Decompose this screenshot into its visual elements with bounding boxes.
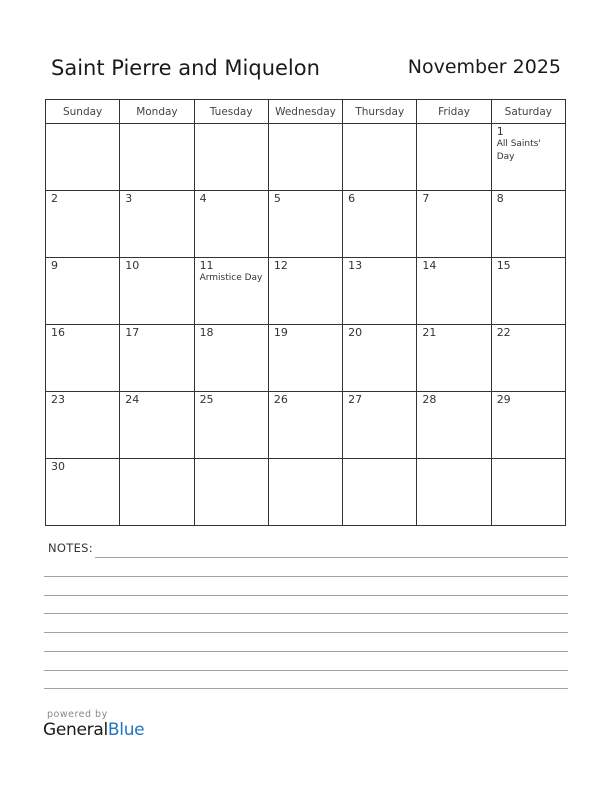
calendar-day-cell [268,325,342,392]
calendar-week-row [46,392,566,459]
calendar-day-cell [46,191,120,258]
calendar-day-cell [120,258,194,325]
day-number: 2 [51,192,58,205]
holiday-label: Armistice Day [199,273,263,283]
day-number: 20 [348,326,363,339]
generalblue-logo [43,720,144,740]
calendar-day-cell [268,258,342,325]
calendar-day-cell [491,325,565,392]
calendar-day-cell [417,124,491,191]
calendar-day-cell [120,392,194,459]
weekday-header: Wednesday [268,100,342,124]
calendar-day-cell [268,459,342,526]
day-number: 6 [348,192,356,205]
calendar-week-row [46,124,566,191]
day-number: 15 [496,259,511,272]
notes-rule-line [44,576,568,577]
calendar-day-cell [46,459,120,526]
calendar-day-cell [268,392,342,459]
calendar-title: Saint Pierre and Miquelon [51,56,320,80]
calendar-day-cell [194,392,268,459]
calendar-day-cell [343,325,417,392]
day-number: 12 [273,259,288,272]
calendar-day-cell [194,191,268,258]
calendar-day-cell [194,124,268,191]
weekday-header: Saturday [491,100,565,124]
calendar-day-cell [343,124,417,191]
calendar-day-cell [46,124,120,191]
powered-by-text: powered by [47,709,108,720]
day-number: 24 [125,393,140,406]
calendar-day-cell [343,191,417,258]
calendar-day-cell [194,459,268,526]
calendar-day-cell [194,325,268,392]
calendar-day-cell [491,392,565,459]
notes-rule-line [44,595,568,596]
day-number: 1 [496,125,504,138]
calendar-day-cell [120,325,194,392]
day-number: 28 [422,393,437,406]
weekday-header: Monday [120,100,194,124]
notes-label: NOTES: [48,541,93,555]
calendar-day-cell [268,191,342,258]
calendar-day-cell [417,191,491,258]
day-number: 30 [51,460,65,473]
weekday-header: Friday [417,100,491,124]
notes-rule-line [44,670,568,671]
day-number: 25 [199,393,214,406]
day-number: 11 [199,259,214,272]
day-number: 29 [496,393,511,406]
calendar-day-cell [491,124,565,191]
calendar-day-cell [194,258,268,325]
weekday-header-row [46,100,566,124]
notes-rule-line [44,688,568,689]
day-number: 27 [348,393,363,406]
calendar-week-row [46,459,566,526]
calendar-day-cell [46,392,120,459]
calendar-day-cell [491,459,565,526]
day-number: 5 [273,192,281,205]
notes-rule-line [44,613,568,614]
day-number: 22 [496,326,511,339]
notes-rule-line [44,651,568,652]
calendar-day-cell [417,258,491,325]
calendar-day-cell [120,124,194,191]
calendar-day-cell [417,325,491,392]
calendar-day-cell [417,392,491,459]
day-number: 3 [125,192,133,205]
calendar-day-cell [343,459,417,526]
day-number: 4 [199,192,207,205]
day-number: 23 [51,393,65,406]
notes-rule-line [44,632,568,633]
calendar-day-cell [120,191,194,258]
day-number: 17 [125,326,140,339]
weekday-header: Thursday [343,100,417,124]
logo-general-text: General [43,720,108,740]
day-number: 8 [496,192,504,205]
calendar-day-cell [343,258,417,325]
calendar-day-cell [343,392,417,459]
calendar-week-row [46,191,566,258]
holiday-label: All Saints' Day [496,139,541,162]
day-number: 9 [51,259,58,272]
day-number: 10 [125,259,140,272]
calendar-day-cell [491,191,565,258]
weekday-header: Sunday [46,100,120,124]
day-number: 14 [422,259,437,272]
calendar-day-cell [268,124,342,191]
day-number: 7 [422,192,430,205]
day-number: 19 [273,326,288,339]
day-number: 21 [422,326,437,339]
calendar-day-cell [417,459,491,526]
calendar-body [46,124,566,526]
day-number: 16 [51,326,65,339]
calendar-day-cell [120,459,194,526]
calendar-grid [45,99,566,526]
calendar-day-cell [46,325,120,392]
calendar-week-row [46,258,566,325]
notes-rule-line [95,557,568,558]
calendar-day-cell [491,258,565,325]
weekday-header: Tuesday [194,100,268,124]
day-number: 13 [348,259,363,272]
calendar-week-row [46,325,566,392]
logo-blue-text: Blue [107,720,145,740]
day-number: 18 [199,326,214,339]
calendar-day-cell [46,258,120,325]
day-number: 26 [273,393,288,406]
month-year-label: November 2025 [407,56,561,78]
